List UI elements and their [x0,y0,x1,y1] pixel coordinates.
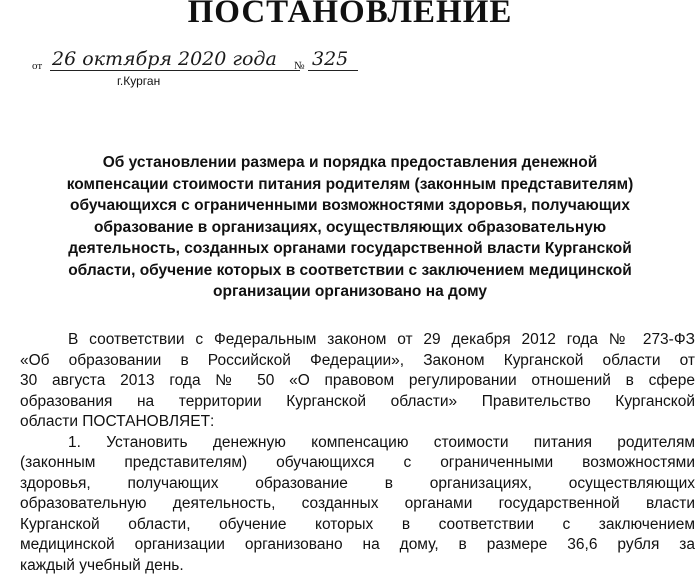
resolution-body [20,330,695,576]
body-line: Курганской области, обучение которых в соответствии с заключением [20,515,695,536]
city-label: г.Курган [117,74,160,88]
title-line: Об установлении размера и порядка предоставления денежной [30,152,670,174]
body-line: «Об образовании в Российской Федерации», Законом Курганской области от [20,351,695,372]
title-line: организации организовано на дому [30,281,670,303]
title-line: компенсации стоимости питания родителям (законным представителям) [30,174,670,196]
handwritten-date: 26 октября 2020 года [52,48,277,70]
number-underline [308,70,358,71]
body-line: (законным представителям) обучающихся с ограниченными возможностями [20,453,695,474]
body-line: здоровья, получающих образование в организациях, осуществляющих [20,474,695,495]
title-line: деятельность, созданных органами государственной власти Курганской [30,238,670,260]
number-prefix: № [294,60,305,72]
body-line: образования на территории Курганской области» Правительство Курганской [20,392,695,413]
resolution-title [30,152,670,303]
document-meta [32,46,392,96]
date-underline [50,70,300,71]
title-line: обучающихся с ограниченными возможностями здоровья, получающих [30,195,670,217]
body-line: области ПОСТАНОВЛЯЕТ: [20,412,695,433]
body-line: образовательную деятельность, созданных органами государственной власти [20,494,695,515]
title-line: образование в организациях, осуществляющих образовательную [30,217,670,239]
title-line: области, обучение которых в соответствии с заключением медицинской [30,260,670,282]
document-heading: ПОСТАНОВЛЕНИЕ [0,0,700,31]
handwritten-number: 325 [312,48,348,70]
body-line: 30 августа 2013 года № 50 «О правовом регулировании отношений в сфере [20,371,695,392]
body-line: 1. Установить денежную компенсацию стоимости питания родителям [20,433,695,454]
body-line: медицинской организации организовано на дому, в размере 36,6 рубля за [20,535,695,556]
body-line: В соответствии с Федеральным законом от 29 декабря 2012 года № 273-ФЗ [20,330,695,351]
body-line: каждый учебный день. [20,556,695,576]
date-prefix: от [32,60,42,72]
